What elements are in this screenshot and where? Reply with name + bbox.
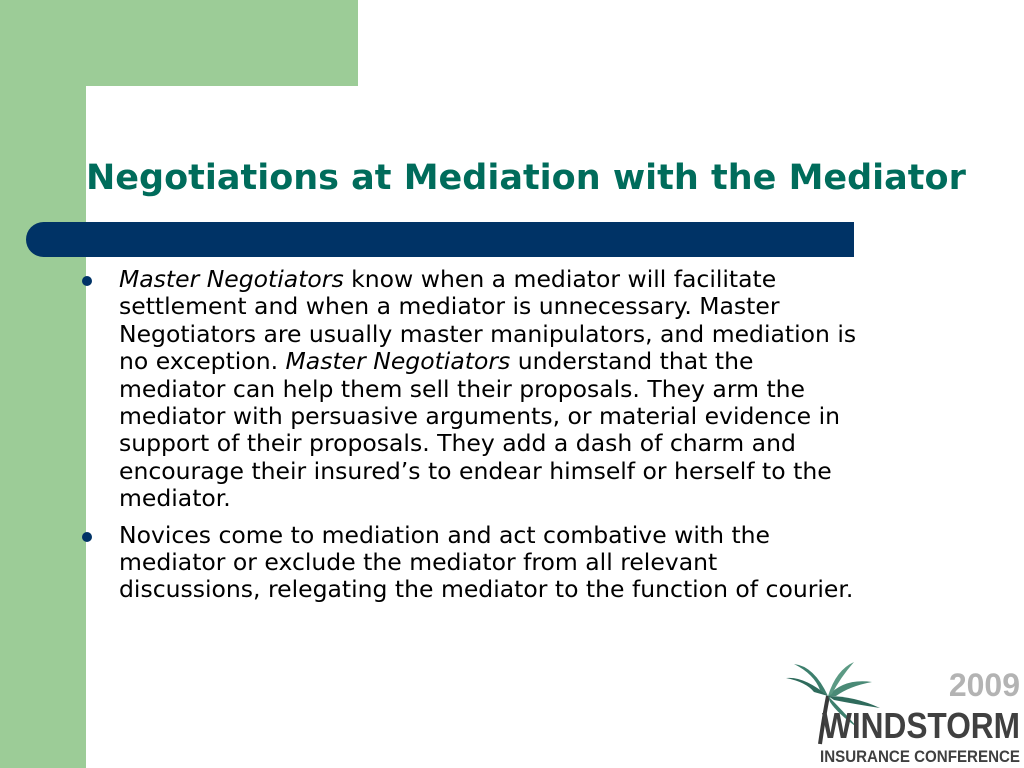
- bullet-item: [78, 522, 858, 604]
- bullet-icon: [82, 276, 92, 286]
- bullet-body-text: understand that the mediator can help them sell their proposals. They arm the mediator with persuasive arguments, or material evidence in support of their proposals. They add a dash of charm and encourage their insured’s to endear himself or herself to the mediator.: [119, 347, 841, 513]
- bullet-list: [78, 266, 858, 613]
- sidebar-accent: [0, 0, 86, 768]
- bullet-icon: [82, 532, 92, 542]
- bullet-body-text: know when a mediator will facilitate settlement and when a mediator is unnecessary. Master Negotiators are usually master manipulators, and mediation is no exception.: [119, 265, 857, 376]
- top-accent: [0, 0, 358, 86]
- logo-year: 2009: [948, 667, 1020, 703]
- bullet-italic-text: Master Negotiators: [119, 265, 344, 293]
- title-divider-bar: [26, 222, 854, 257]
- bullet-italic-text: Master Negotiators: [285, 347, 511, 376]
- conference-logo: [784, 656, 1024, 768]
- logo-subtitle: INSURANCE CONFERENCE: [820, 747, 1020, 766]
- bullet-body-text: Novices come to mediation and act combative with the mediator or exclude the mediator from all relevant discussions, relegating the mediator to the function of courier.: [119, 520, 854, 604]
- bullet-item: [78, 266, 858, 513]
- logo-name: WINDSTORM: [822, 705, 1020, 746]
- bullet-text: [119, 522, 858, 604]
- bullet-text: [119, 266, 858, 513]
- slide-title: Negotiations at Mediation with the Mediator: [86, 158, 966, 198]
